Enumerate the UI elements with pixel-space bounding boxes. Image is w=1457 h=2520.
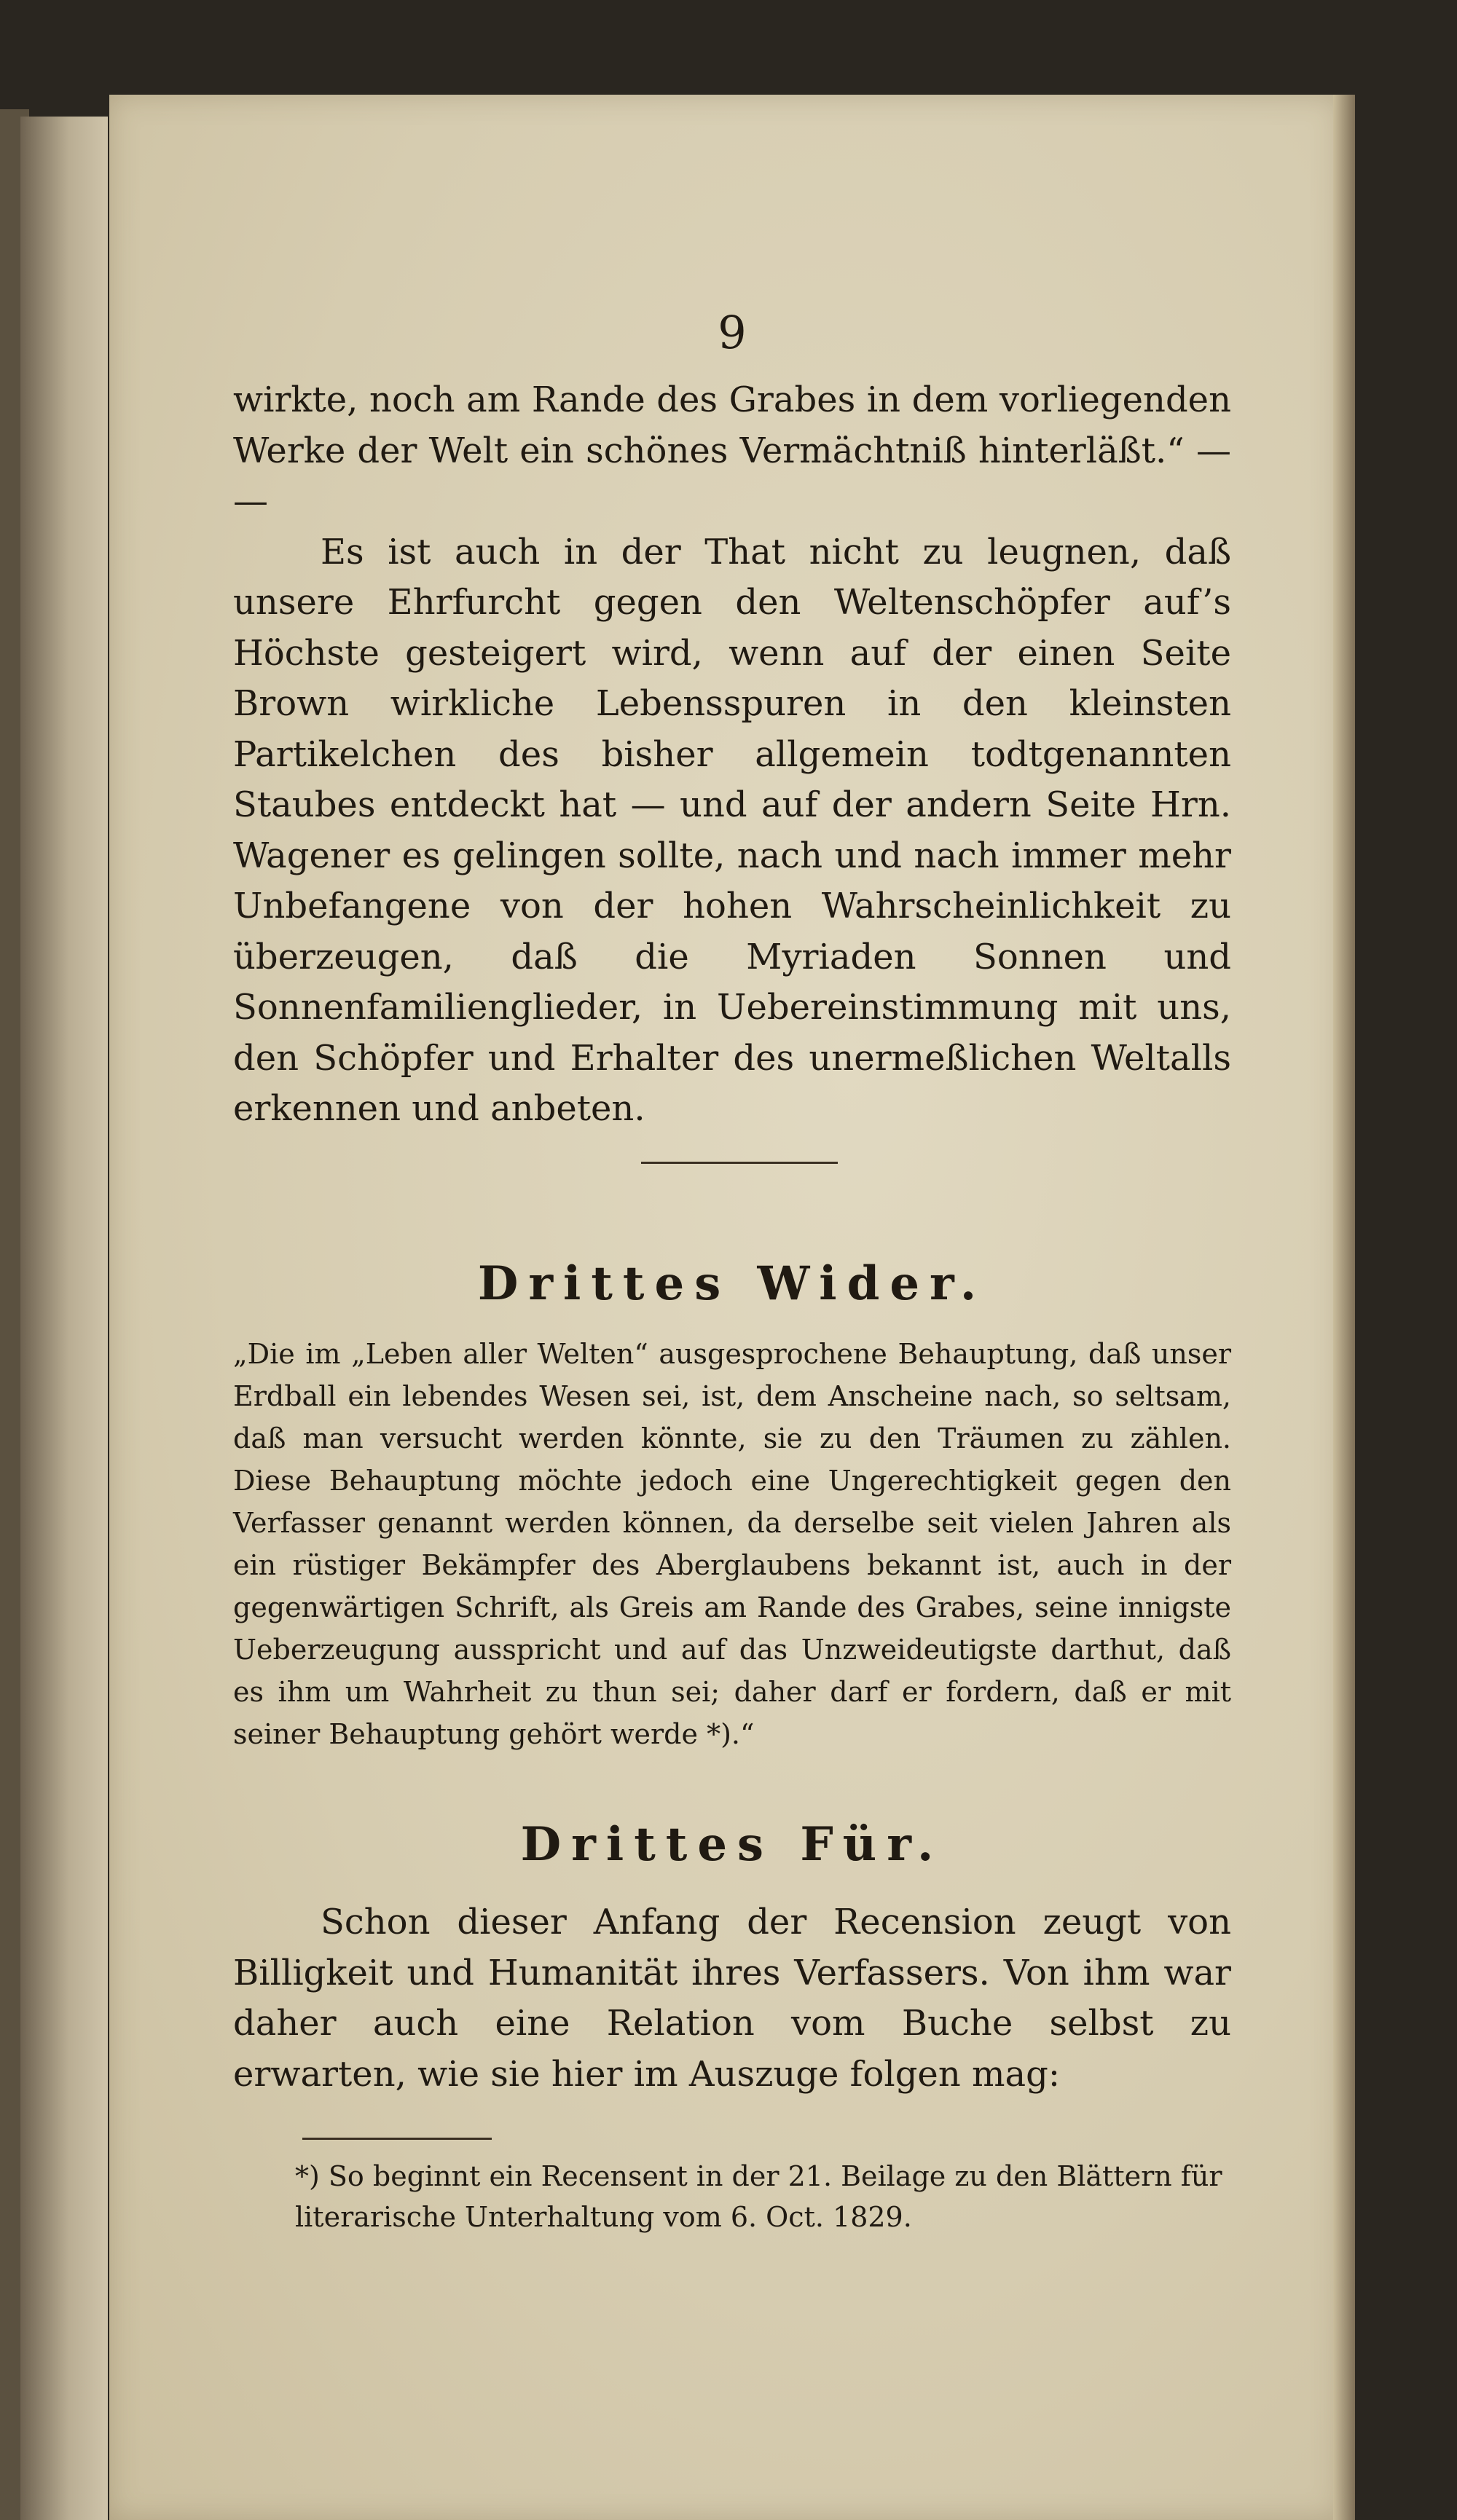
heading-drittes-wider: Drittes Wider. xyxy=(477,1256,987,1311)
previous-page-edge xyxy=(20,117,108,2520)
paragraph-3: Schon dieser Anfang der Recension zeugt von Billigkeit und Humanität ihres Verfassers. Von ihm war daher auch eine Relation vom Buche selbst zu erwarten, wie sie hier im Auszuge folgen mag: xyxy=(233,1902,1231,2095)
footnote: *) So beginnt ein Recensent in der 21. Beilage zu den Blättern für literarische Unterhaltung vom 6. Oct. 1829. xyxy=(295,2160,1222,2233)
quoted-review xyxy=(233,1333,1231,1755)
main-text-bottom xyxy=(233,1897,1231,2100)
heading-drittes-fuer: Drittes Für. xyxy=(520,1817,944,1872)
main-text-top xyxy=(233,375,1231,1135)
quote-paragraph: „Die im „Leben aller Welten“ ausgesprochene Behauptung, daß unser Erdball ein lebendes Wesen sei, ist, dem Anscheine nach, so seltsam, daß man versucht werden könnte, sie zu den Träumen zu zählen. Diese Behauptung möchte jedoch eine Ungerechtigkeit gegen den Verfasser genannt werden können, da derselbe seit vielen Jahren als ein rüstiger Bekämpfer des Aberglaubens bekannt ist, auch in der gegenwärtigen Schrift, als Greis am Rande des Grabes, seine innigste Ueberzeugung ausspricht und auf das Unzweideutigste darthut, daß es ihm um Wahrheit zu thun sei; daher darf er fordern, daß er mit seiner Behauptung gehört werde *).“ xyxy=(233,1338,1231,1750)
section-divider xyxy=(641,1162,838,1164)
footnote-divider xyxy=(302,2138,492,2140)
book-page xyxy=(109,95,1340,2520)
paragraph-1: wirkte, noch am Rande des Grabes in dem vorliegenden Werke der Welt ein schönes Vermächtniß hinterläßt.“ — — xyxy=(233,379,1231,521)
page-right-edge xyxy=(1333,95,1355,2520)
paragraph-2: Es ist auch in der That nicht zu leugnen, daß unsere Ehrfurcht gegen den Weltenschöpfer auf’s Höchste gesteigert wird, wenn auf der einen Seite Brown wirkliche Lebensspuren in den kleinsten Partikelchen des bisher allgemein todtgenannten Staubes entdeckt hat — und auf der andern Seite Hrn. Wagener es gelingen sollte, nach und nach immer mehr Unbefangene von der hohen Wahrscheinlichkeit zu überzeugen, daß die Myriaden Sonnen und Sonnenfamilienglieder, in Uebereinstimmung mit uns, den Schöpfer und Erhalter des unermeßlichen Weltalls erkennen und anbeten. xyxy=(233,531,1231,1129)
page-number: 9 xyxy=(718,306,747,359)
